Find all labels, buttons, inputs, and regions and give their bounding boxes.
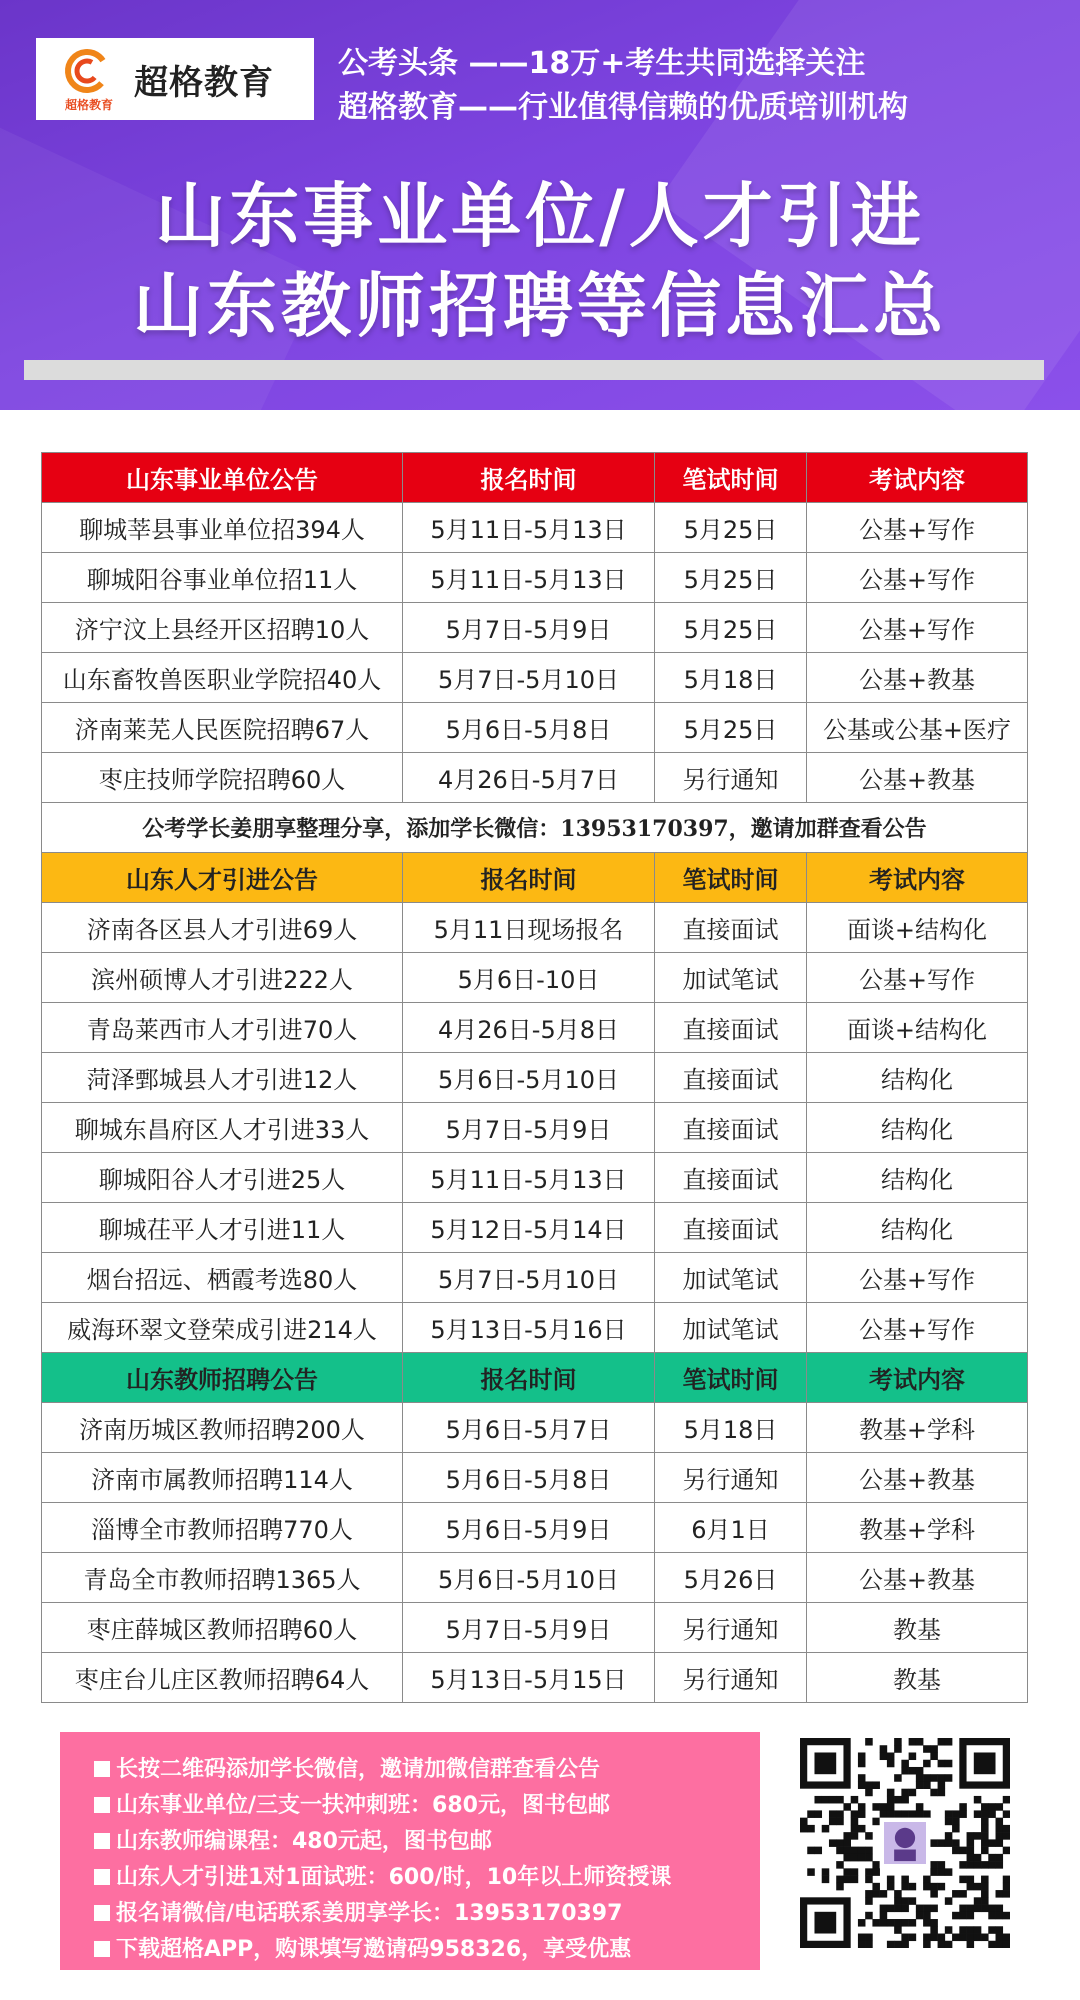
table-cell: 5月18日 [655,653,807,703]
table-cell: 5月26日 [655,1553,807,1603]
table-cell: 教基 [807,1603,1028,1653]
table-cell: 青岛全市教师招聘1365人 [42,1553,403,1603]
table-cell: 菏泽鄄城县人才引进12人 [42,1053,403,1103]
table-cell: 直接面试 [655,1153,807,1203]
table-cell: 济宁汶上县经开区招聘10人 [42,603,403,653]
table-row [42,1153,1028,1203]
table-row [42,1303,1028,1353]
table-row [42,1653,1028,1703]
column-header: 山东教师招聘公告 [42,1353,403,1403]
table-cell: 青岛莱西市人才引进70人 [42,1003,403,1053]
table-row [42,1603,1028,1653]
table-row [42,903,1028,953]
column-header: 笔试时间 [655,453,807,503]
table-cell: 聊城阳谷人才引进25人 [42,1153,403,1203]
table-row [42,1403,1028,1453]
table-cell: 公基+教基 [807,1453,1028,1503]
column-header: 报名时间 [403,1353,655,1403]
column-header: 报名时间 [403,453,655,503]
table-cell: 5月6日-5月7日 [403,1403,655,1453]
table-cell: 5月6日-5月10日 [403,1553,655,1603]
header-banner [0,0,1080,410]
table-cell: 5月6日-5月9日 [403,1503,655,1553]
table-cell: 面谈+结构化 [807,903,1028,953]
table-cell: 5月13日-5月16日 [403,1303,655,1353]
table-row [42,953,1028,1003]
table-cell: 公基+写作 [807,1253,1028,1303]
qr-code-icon[interactable] [800,1738,1010,1948]
column-header: 山东事业单位公告 [42,453,403,503]
table-cell: 结构化 [807,1203,1028,1253]
table-cell: 5月11日-5月13日 [403,1153,655,1203]
table-cell: 直接面试 [655,1003,807,1053]
table-row [42,1003,1028,1053]
table-cell: 5月7日-5月9日 [403,1603,655,1653]
table-row [42,1503,1028,1553]
table-cell: 教基 [807,1653,1028,1703]
table-cell: 结构化 [807,1153,1028,1203]
table-cell: 聊城莘县事业单位招394人 [42,503,403,553]
table-cell: 直接面试 [655,1203,807,1253]
table-cell: 5月25日 [655,553,807,603]
logo-name: 超格教育 [134,62,274,103]
promo-line: 山东教师编课程：480元起，图书包邮 [94,1824,760,1860]
table-cell: 淄博全市教师招聘770人 [42,1503,403,1553]
table-cell: 公基+写作 [807,953,1028,1003]
table-cell: 公基+写作 [807,503,1028,553]
section-header-public-institution [42,453,1028,503]
header-divider [24,360,1044,380]
table-cell: 5月6日-5月8日 [403,703,655,753]
table-cell: 滨州硕博人才引进222人 [42,953,403,1003]
table-cell: 5月7日-5月10日 [403,1253,655,1303]
column-header: 山东人才引进公告 [42,853,403,903]
table-cell: 另行通知 [655,1653,807,1703]
table-cell: 聊城东昌府区人才引进33人 [42,1103,403,1153]
table-cell: 结构化 [807,1103,1028,1153]
logo-mark-icon [58,44,116,114]
table-cell: 5月25日 [655,603,807,653]
table-cell: 结构化 [807,1053,1028,1103]
table-cell: 教基+学科 [807,1503,1028,1553]
table-cell: 面谈+结构化 [807,1003,1028,1053]
table-cell: 加试笔试 [655,1303,807,1353]
table-row [42,1453,1028,1503]
table-cell: 济南莱芜人民医院招聘67人 [42,703,403,753]
table-cell: 另行通知 [655,753,807,803]
table-row [42,703,1028,753]
section-header-teacher [42,1353,1028,1403]
table-cell: 5月25日 [655,703,807,753]
logo-brand-small: 超格教育 [64,98,113,112]
table-row [42,1253,1028,1303]
table-cell: 另行通知 [655,1603,807,1653]
table-cell: 济南各区县人才引进69人 [42,903,403,953]
table-cell: 5月13日-5月15日 [403,1653,655,1703]
table-row [42,1203,1028,1253]
table-cell: 5月6日-5月8日 [403,1453,655,1503]
page-title-line-1: 山东事业单位/人才引进 [155,175,925,257]
promo-line: 报名请微信/电话联系姜朋享学长：13953170397 [94,1896,760,1932]
tagline-2: 超格教育——行业值得信赖的优质培训机构 [338,90,908,125]
table-cell: 枣庄薛城区教师招聘60人 [42,1603,403,1653]
table-cell: 聊城阳谷事业单位招11人 [42,553,403,603]
table-cell: 聊城茌平人才引进11人 [42,1203,403,1253]
table-cell: 加试笔试 [655,1253,807,1303]
table-cell: 直接面试 [655,903,807,953]
notice-text: 公考学长姜朋享整理分享，添加学长微信：13953170397，邀请加群查看公告 [42,803,1028,853]
table-cell: 济南历城区教师招聘200人 [42,1403,403,1453]
table-cell: 山东畜牧兽医职业学院招40人 [42,653,403,703]
table-row [42,753,1028,803]
tagline-1: 公考头条 ——18万+考生共同选择关注 [338,46,866,81]
table-cell: 烟台招远、栖霞考选80人 [42,1253,403,1303]
table-cell: 公基或公基+医疗 [807,703,1028,753]
table-row [42,1553,1028,1603]
table-row [42,503,1028,553]
table-cell: 另行通知 [655,1453,807,1503]
promo-line: 下载超格APP，购课填写邀请码958326，享受优惠 [94,1932,760,1968]
table-row [42,603,1028,653]
column-header: 考试内容 [807,453,1028,503]
promo-line: 长按二维码添加学长微信，邀请加微信群查看公告 [94,1752,760,1788]
page-title-line-2: 山东教师招聘等信息汇总 [133,265,947,347]
table-cell: 公基+教基 [807,753,1028,803]
table-cell: 5月6日-5月10日 [403,1053,655,1103]
table-cell: 5月6日-10日 [403,953,655,1003]
table-cell: 直接面试 [655,1103,807,1153]
table-cell: 威海环翠文登荣成引进214人 [42,1303,403,1353]
table-cell: 4月26日-5月7日 [403,753,655,803]
column-header: 报名时间 [403,853,655,903]
table-row [42,1053,1028,1103]
table-cell: 5月18日 [655,1403,807,1453]
column-header: 考试内容 [807,1353,1028,1403]
table-cell: 公基+写作 [807,603,1028,653]
column-header: 笔试时间 [655,1353,807,1403]
table-cell: 4月26日-5月8日 [403,1003,655,1053]
table-row [42,1103,1028,1153]
table-cell: 5月11日-5月13日 [403,503,655,553]
table-cell: 5月12日-5月14日 [403,1203,655,1253]
table-cell: 济南市属教师招聘114人 [42,1453,403,1503]
section-header-talent [42,853,1028,903]
table-cell: 公基+写作 [807,553,1028,603]
promo-box [60,1732,760,1970]
recruitment-table [41,452,1028,1703]
column-header: 考试内容 [807,853,1028,903]
column-header: 笔试时间 [655,853,807,903]
table-cell: 5月11日-5月13日 [403,553,655,603]
table-cell: 直接面试 [655,1053,807,1103]
table-cell: 5月7日-5月9日 [403,603,655,653]
table-row [42,553,1028,603]
promo-line: 山东事业单位/三支一扶冲刺班：680元，图书包邮 [94,1788,760,1824]
table-cell: 公基+教基 [807,1553,1028,1603]
table-cell: 公基+写作 [807,1303,1028,1353]
table-cell: 5月25日 [655,503,807,553]
table-cell: 教基+学科 [807,1403,1028,1453]
notice-row [42,803,1028,853]
table-cell: 5月7日-5月10日 [403,653,655,703]
table-cell: 枣庄台儿庄区教师招聘64人 [42,1653,403,1703]
table-cell: 枣庄技师学院招聘60人 [42,753,403,803]
promo-line: 山东人才引进1对1面试班：600/时，10年以上师资授课 [94,1860,760,1896]
logo [36,38,314,120]
table-row [42,653,1028,703]
table-cell: 5月11日现场报名 [403,903,655,953]
table-cell: 5月7日-5月9日 [403,1103,655,1153]
table-cell: 加试笔试 [655,953,807,1003]
table-cell: 6月1日 [655,1503,807,1553]
table-cell: 公基+教基 [807,653,1028,703]
